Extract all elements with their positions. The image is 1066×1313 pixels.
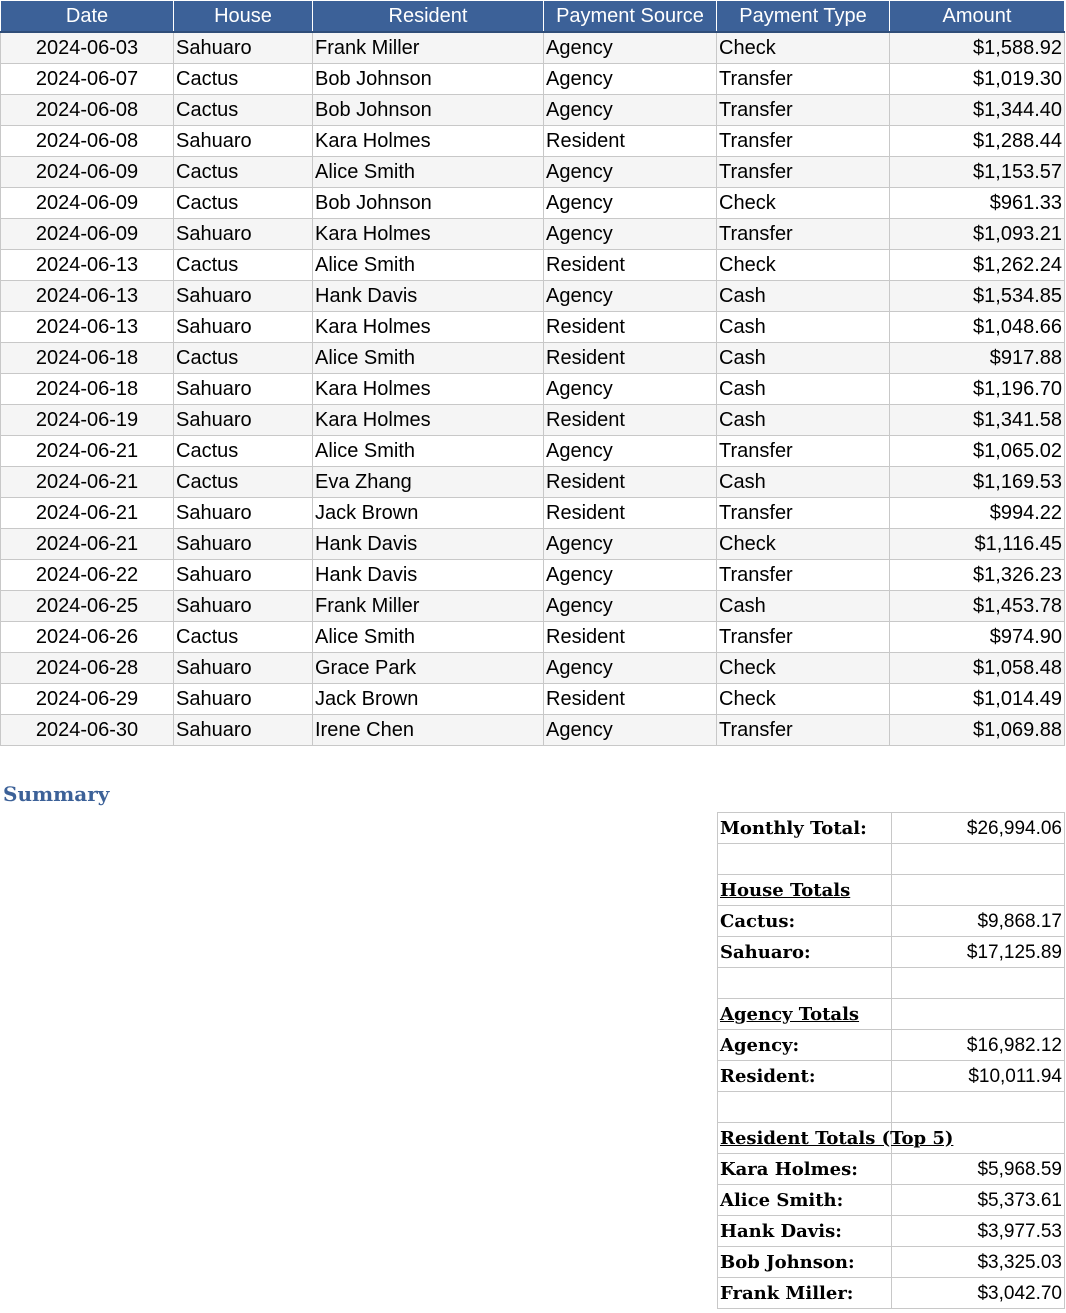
cell-payment-type[interactable]: Transfer xyxy=(717,95,890,126)
cell-date[interactable]: 2024-06-28 xyxy=(1,653,174,684)
cell-payment-source[interactable]: Resident xyxy=(544,250,717,281)
cell-house[interactable]: Cactus xyxy=(174,157,313,188)
table-row xyxy=(1,32,1065,64)
table-row xyxy=(1,64,1065,95)
cell-resident[interactable]: Hank Davis xyxy=(313,281,544,312)
cell-date[interactable]: 2024-06-13 xyxy=(1,312,174,343)
table-row xyxy=(1,126,1065,157)
cell-payment-source[interactable]: Agency xyxy=(544,188,717,219)
summary-value[interactable]: $26,994.06 xyxy=(892,813,1065,844)
cell-payment-type[interactable]: Transfer xyxy=(717,436,890,467)
cell-amount[interactable]: $1,196.70 xyxy=(890,374,1065,405)
cell-date[interactable]: 2024-06-21 xyxy=(1,498,174,529)
summary-row-item xyxy=(718,1154,1065,1185)
cell-house[interactable]: Sahuaro xyxy=(174,312,313,343)
cell-payment-source[interactable]: Resident xyxy=(544,405,717,436)
summary-row-blank xyxy=(718,844,1065,875)
summary-value[interactable]: $3,977.53 xyxy=(892,1216,1065,1247)
summary-row-blank xyxy=(718,968,1065,999)
cell-payment-type[interactable]: Transfer xyxy=(717,560,890,591)
table-row xyxy=(1,653,1065,684)
cell-house[interactable]: Sahuaro xyxy=(174,560,313,591)
summary-label[interactable]: Hank Davis: xyxy=(718,1216,892,1247)
header-amount[interactable]: Amount xyxy=(890,1,1065,33)
cell-house[interactable]: Sahuaro xyxy=(174,405,313,436)
summary-table xyxy=(717,812,1065,1309)
cell-house[interactable]: Sahuaro xyxy=(174,653,313,684)
cell-date[interactable]: 2024-06-08 xyxy=(1,95,174,126)
cell-date[interactable]: 2024-06-29 xyxy=(1,684,174,715)
cell-resident[interactable]: Jack Brown xyxy=(313,684,544,715)
cell-amount[interactable]: $1,262.24 xyxy=(890,250,1065,281)
table-row xyxy=(1,157,1065,188)
cell-resident[interactable]: Alice Smith xyxy=(313,436,544,467)
cell-date[interactable]: 2024-06-09 xyxy=(1,188,174,219)
cell-payment-type[interactable]: Transfer xyxy=(717,126,890,157)
cell-amount[interactable]: $1,153.57 xyxy=(890,157,1065,188)
cell-house[interactable]: Sahuaro xyxy=(174,374,313,405)
cell-resident[interactable]: Hank Davis xyxy=(313,560,544,591)
cell-amount[interactable]: $1,288.44 xyxy=(890,126,1065,157)
cell-resident[interactable]: Alice Smith xyxy=(313,250,544,281)
cell-date[interactable]: 2024-06-09 xyxy=(1,219,174,250)
summary-label[interactable] xyxy=(718,968,892,999)
cell-payment-type[interactable]: Check xyxy=(717,653,890,684)
cell-date[interactable]: 2024-06-13 xyxy=(1,250,174,281)
header-house[interactable]: House xyxy=(174,1,313,33)
cell-amount[interactable]: $1,588.92 xyxy=(890,32,1065,64)
summary-label[interactable]: Kara Holmes: xyxy=(718,1154,892,1185)
cell-payment-source[interactable]: Agency xyxy=(544,715,717,746)
summary-value[interactable]: $10,011.94 xyxy=(892,1061,1065,1092)
cell-payment-type[interactable]: Transfer xyxy=(717,157,890,188)
summary-value[interactable]: $3,325.03 xyxy=(892,1247,1065,1278)
cell-resident[interactable]: Jack Brown xyxy=(313,498,544,529)
table-row xyxy=(1,281,1065,312)
summary-value[interactable]: $9,868.17 xyxy=(892,906,1065,937)
table-row xyxy=(1,560,1065,591)
cell-resident[interactable]: Irene Chen xyxy=(313,715,544,746)
cell-resident[interactable]: Kara Holmes xyxy=(313,405,544,436)
summary-label[interactable] xyxy=(718,844,892,875)
cell-resident[interactable]: Alice Smith xyxy=(313,157,544,188)
cell-house[interactable]: Cactus xyxy=(174,436,313,467)
summary-value[interactable] xyxy=(892,1092,1065,1123)
cell-payment-type[interactable]: Cash xyxy=(717,374,890,405)
cell-resident[interactable]: Bob Johnson xyxy=(313,95,544,126)
cell-payment-source[interactable]: Agency xyxy=(544,95,717,126)
cell-payment-source[interactable]: Agency xyxy=(544,157,717,188)
cell-resident[interactable]: Alice Smith xyxy=(313,343,544,374)
cell-payment-source[interactable]: Agency xyxy=(544,591,717,622)
cell-resident[interactable]: Grace Park xyxy=(313,653,544,684)
table-row xyxy=(1,591,1065,622)
cell-resident[interactable]: Kara Holmes xyxy=(313,126,544,157)
cell-payment-source[interactable]: Agency xyxy=(544,436,717,467)
table-row xyxy=(1,343,1065,374)
cell-house[interactable]: Sahuaro xyxy=(174,126,313,157)
cell-house[interactable]: Cactus xyxy=(174,622,313,653)
summary-value[interactable] xyxy=(892,999,1065,1030)
cell-date[interactable]: 2024-06-07 xyxy=(1,64,174,95)
cell-payment-type[interactable]: Cash xyxy=(717,467,890,498)
summary-label[interactable]: Agency: xyxy=(718,1030,892,1061)
cell-payment-source[interactable]: Agency xyxy=(544,32,717,64)
cell-payment-source[interactable]: Resident xyxy=(544,684,717,715)
summary-row-section xyxy=(718,999,1065,1030)
cell-amount[interactable]: $974.90 xyxy=(890,622,1065,653)
cell-date[interactable]: 2024-06-21 xyxy=(1,436,174,467)
cell-payment-source[interactable]: Resident xyxy=(544,622,717,653)
summary-value[interactable]: $5,968.59 xyxy=(892,1154,1065,1185)
cell-house[interactable]: Cactus xyxy=(174,343,313,374)
cell-amount[interactable]: $1,534.85 xyxy=(890,281,1065,312)
cell-house[interactable]: Cactus xyxy=(174,250,313,281)
cell-amount[interactable]: $917.88 xyxy=(890,343,1065,374)
cell-house[interactable]: Sahuaro xyxy=(174,715,313,746)
table-row xyxy=(1,95,1065,126)
cell-resident[interactable]: Hank Davis xyxy=(313,529,544,560)
cell-resident[interactable]: Frank Miller xyxy=(313,591,544,622)
cell-house[interactable]: Sahuaro xyxy=(174,684,313,715)
cell-house[interactable]: Cactus xyxy=(174,188,313,219)
header-row xyxy=(1,1,1065,33)
cell-amount[interactable]: $1,453.78 xyxy=(890,591,1065,622)
cell-amount[interactable]: $1,169.53 xyxy=(890,467,1065,498)
cell-payment-type[interactable]: Cash xyxy=(717,405,890,436)
cell-payment-source[interactable]: Resident xyxy=(544,467,717,498)
summary-value[interactable]: $3,042.70 xyxy=(892,1278,1065,1309)
cell-payment-type[interactable]: Transfer xyxy=(717,64,890,95)
table-row xyxy=(1,467,1065,498)
cell-resident[interactable]: Kara Holmes xyxy=(313,312,544,343)
summary-value[interactable]: $17,125.89 xyxy=(892,937,1065,968)
summary-label[interactable]: Frank Miller: xyxy=(718,1278,892,1309)
cell-amount[interactable]: $1,058.48 xyxy=(890,653,1065,684)
summary-row-item xyxy=(718,813,1065,844)
summary-row-item xyxy=(718,906,1065,937)
cell-house[interactable]: Sahuaro xyxy=(174,591,313,622)
summary-label[interactable]: Sahuaro: xyxy=(718,937,892,968)
summary-row-item xyxy=(718,1247,1065,1278)
cell-resident[interactable]: Frank Miller xyxy=(313,32,544,64)
cell-amount[interactable]: $1,116.45 xyxy=(890,529,1065,560)
cell-house[interactable]: Sahuaro xyxy=(174,498,313,529)
header-payment-source[interactable]: Payment Source xyxy=(544,1,717,33)
summary-label[interactable]: Cactus: xyxy=(718,906,892,937)
table-row xyxy=(1,374,1065,405)
cell-payment-source[interactable]: Agency xyxy=(544,219,717,250)
cell-date[interactable]: 2024-06-21 xyxy=(1,467,174,498)
summary-row-item xyxy=(718,1061,1065,1092)
summary-row-blank xyxy=(718,1092,1065,1123)
cell-payment-type[interactable]: Check xyxy=(717,250,890,281)
summary-row-item xyxy=(718,1185,1065,1216)
summary-body xyxy=(718,813,1065,1309)
cell-date[interactable]: 2024-06-19 xyxy=(1,405,174,436)
summary-row-item xyxy=(718,937,1065,968)
cell-payment-type[interactable]: Check xyxy=(717,529,890,560)
table-row xyxy=(1,250,1065,281)
table-row xyxy=(1,684,1065,715)
cell-resident[interactable]: Bob Johnson xyxy=(313,64,544,95)
table-row xyxy=(1,436,1065,467)
cell-date[interactable]: 2024-06-18 xyxy=(1,343,174,374)
cell-payment-source[interactable]: Agency xyxy=(544,529,717,560)
cell-amount[interactable]: $1,065.02 xyxy=(890,436,1065,467)
cell-amount[interactable]: $961.33 xyxy=(890,188,1065,219)
header-payment-type[interactable]: Payment Type xyxy=(717,1,890,33)
table-row xyxy=(1,529,1065,560)
summary-value[interactable] xyxy=(892,844,1065,875)
table-row xyxy=(1,622,1065,653)
summary-section-title[interactable]: Agency Totals xyxy=(718,999,892,1030)
cell-house[interactable]: Cactus xyxy=(174,64,313,95)
cell-payment-type[interactable]: Check xyxy=(717,684,890,715)
summary-label[interactable]: Resident: xyxy=(718,1061,892,1092)
cell-amount[interactable]: $994.22 xyxy=(890,498,1065,529)
cell-date[interactable]: 2024-06-21 xyxy=(1,529,174,560)
summary-heading: Summary xyxy=(3,782,110,806)
summary-value[interactable] xyxy=(892,968,1065,999)
cell-payment-type[interactable]: Cash xyxy=(717,312,890,343)
cell-payment-type[interactable]: Cash xyxy=(717,591,890,622)
cell-payment-type[interactable]: Transfer xyxy=(717,715,890,746)
summary-row-item xyxy=(718,1216,1065,1247)
table-row xyxy=(1,188,1065,219)
cell-house[interactable]: Sahuaro xyxy=(174,219,313,250)
cell-amount[interactable]: $1,344.40 xyxy=(890,95,1065,126)
summary-row-section xyxy=(718,1123,1065,1154)
cell-payment-source[interactable]: Resident xyxy=(544,343,717,374)
summary-label[interactable]: Bob Johnson: xyxy=(718,1247,892,1278)
cell-payment-source[interactable]: Agency xyxy=(544,281,717,312)
cell-payment-source[interactable]: Resident xyxy=(544,126,717,157)
cell-resident[interactable]: Eva Zhang xyxy=(313,467,544,498)
summary-label[interactable]: Alice Smith: xyxy=(718,1185,892,1216)
cell-resident[interactable]: Alice Smith xyxy=(313,622,544,653)
summary-row-section xyxy=(718,875,1065,906)
cell-payment-source[interactable]: Resident xyxy=(544,312,717,343)
cell-house[interactable]: Sahuaro xyxy=(174,281,313,312)
cell-date[interactable]: 2024-06-03 xyxy=(1,32,174,64)
cell-payment-type[interactable]: Transfer xyxy=(717,498,890,529)
cell-payment-source[interactable]: Agency xyxy=(544,64,717,95)
cell-payment-type[interactable]: Transfer xyxy=(717,219,890,250)
payments-body xyxy=(1,32,1065,746)
table-row xyxy=(1,498,1065,529)
summary-row-item xyxy=(718,1278,1065,1309)
cell-amount[interactable]: $1,093.21 xyxy=(890,219,1065,250)
table-row xyxy=(1,219,1065,250)
cell-house[interactable]: Cactus xyxy=(174,95,313,126)
cell-amount[interactable]: $1,069.88 xyxy=(890,715,1065,746)
cell-house[interactable]: Sahuaro xyxy=(174,529,313,560)
summary-row-item xyxy=(718,1030,1065,1061)
cell-payment-type[interactable]: Check xyxy=(717,32,890,64)
cell-amount[interactable]: $1,048.66 xyxy=(890,312,1065,343)
cell-date[interactable]: 2024-06-25 xyxy=(1,591,174,622)
table-row xyxy=(1,405,1065,436)
summary-value[interactable] xyxy=(892,875,1065,906)
cell-payment-source[interactable]: Agency xyxy=(544,653,717,684)
cell-amount[interactable]: $1,341.58 xyxy=(890,405,1065,436)
summary-value[interactable]: $5,373.61 xyxy=(892,1185,1065,1216)
cell-payment-type[interactable]: Cash xyxy=(717,281,890,312)
cell-date[interactable]: 2024-06-22 xyxy=(1,560,174,591)
header-date[interactable]: Date xyxy=(1,1,174,33)
summary-section-title[interactable]: House Totals xyxy=(718,875,892,906)
cell-payment-source[interactable]: Agency xyxy=(544,560,717,591)
cell-date[interactable]: 2024-06-13 xyxy=(1,281,174,312)
cell-date[interactable]: 2024-06-09 xyxy=(1,157,174,188)
table-row xyxy=(1,715,1065,746)
cell-payment-type[interactable]: Check xyxy=(717,188,890,219)
summary-label[interactable] xyxy=(718,1092,892,1123)
cell-resident[interactable]: Kara Holmes xyxy=(313,219,544,250)
summary-value[interactable]: $16,982.12 xyxy=(892,1030,1065,1061)
cell-house[interactable]: Cactus xyxy=(174,467,313,498)
header-resident[interactable]: Resident xyxy=(313,1,544,33)
cell-payment-type[interactable]: Cash xyxy=(717,343,890,374)
cell-date[interactable]: 2024-06-30 xyxy=(1,715,174,746)
cell-resident[interactable]: Bob Johnson xyxy=(313,188,544,219)
cell-amount[interactable]: $1,019.30 xyxy=(890,64,1065,95)
cell-date[interactable]: 2024-06-26 xyxy=(1,622,174,653)
cell-payment-source[interactable]: Resident xyxy=(544,498,717,529)
cell-resident[interactable]: Kara Holmes xyxy=(313,374,544,405)
summary-label[interactable]: Monthly Total: xyxy=(718,813,892,844)
cell-payment-source[interactable]: Agency xyxy=(544,374,717,405)
table-row xyxy=(1,312,1065,343)
cell-amount[interactable]: $1,326.23 xyxy=(890,560,1065,591)
cell-payment-type[interactable]: Transfer xyxy=(717,622,890,653)
summary-section-title[interactable]: Resident Totals (Top 5) xyxy=(718,1123,892,1154)
cell-date[interactable]: 2024-06-08 xyxy=(1,126,174,157)
cell-date[interactable]: 2024-06-18 xyxy=(1,374,174,405)
cell-amount[interactable]: $1,014.49 xyxy=(890,684,1065,715)
cell-house[interactable]: Sahuaro xyxy=(174,32,313,64)
